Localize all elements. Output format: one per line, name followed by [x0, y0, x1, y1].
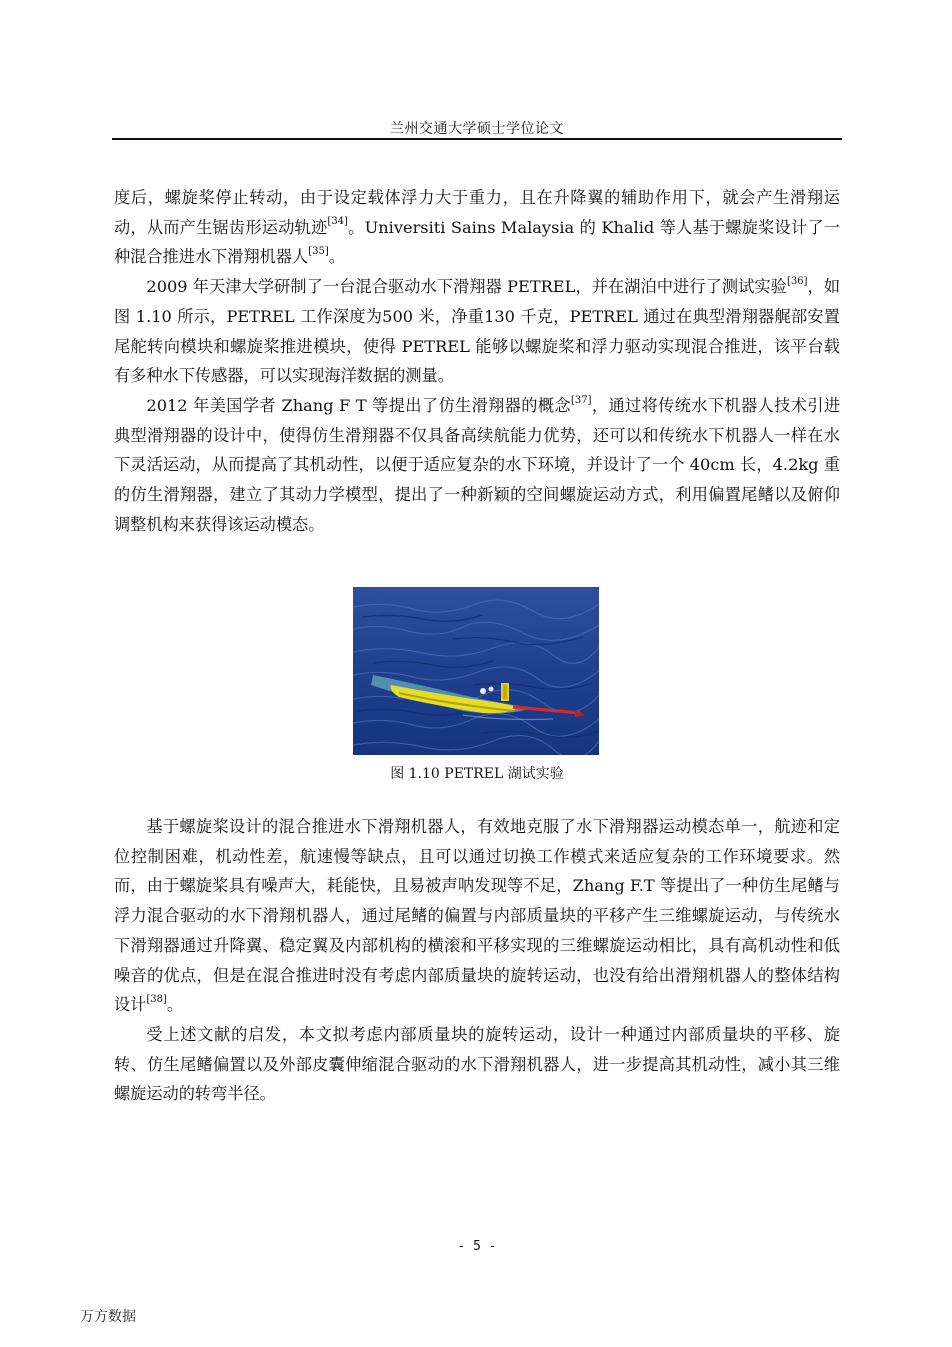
paragraph-1-text: 度后，螺旋桨停止转动，由于设定载体浮力大于重力，且在升降翼的辅助作用下，就会产生滑翔运动，从而产生锯齿形运动轨迹 [114, 188, 840, 237]
paragraph-2-text-cont: ，如图 1.10 所示，PETREL 工作深度为500 米，净重130 千克，PETREL 通过在典型滑翔器艉部安置尾舵转向模块和螺旋桨推进模块，使得 PETREL 能够以螺旋桨和浮力驱动实现混合推进，该平台载有多种水下传感器，可以实现海洋数据的测量。 [114, 277, 841, 386]
paragraph-5-text: 受上述文献的启发，本文拟考虑内部质量块的旋转运动，设计一种通过内部质量块的平移、旋转、仿生尾鳍偏置以及外部皮囊伸缩混合驱动的水下滑翔机器人，进一步提高其机动性，减小其三维螺旋运动的转弯半径。 [114, 1024, 840, 1104]
paragraph-1 [114, 183, 840, 272]
body-text-bottom [114, 812, 840, 1109]
citation-34: [34] [327, 216, 348, 228]
page-number: - 5 - [457, 1239, 497, 1254]
body-text-top [114, 183, 840, 539]
paragraph-1-text-end: 。 [328, 247, 345, 267]
citation-36: [36] [786, 275, 808, 287]
petrel-photo [353, 587, 599, 755]
paragraph-2-text: 2009 年天津大学研制了一台混合驱动水下滑翔器 PETREL，并在湖泊中进行了测试实验 [146, 277, 787, 297]
citation-38: [38] [146, 993, 167, 1005]
paragraph-1-text-cont: 。Universiti Sains Malaysia 的 Khalid 等人基于螺旋桨设计了一种混合推进水下滑翔机器人 [114, 217, 840, 267]
figure-caption: 图 1.10 PETREL 湖试实验 [390, 766, 564, 782]
watermark-label: 万方数据 [80, 1309, 136, 1325]
paragraph-5 [114, 1020, 840, 1109]
citation-35: [35] [308, 246, 329, 258]
paragraph-3-text-cont: ，通过将传统水下机器人技术引进典型滑翔器的设计中，使得仿生滑翔器不仅具备高续航能力优势，还可以和传统水下机器人一样在水下灵活运动，从而提高了其机动性，以便于适应复杂的水下环境，并设计了一个 40cm 长，4.2kg 重的仿生滑翔器，建立了其动力学模型，提出了一种新颖的空间螺旋运动方式，利用偏置尾鳍以及俯仰调整机构来获得该运动模态。 [114, 395, 841, 534]
paragraph-4-text: 基于螺旋桨设计的混合推进水下滑翔机器人，有效地克服了水下滑翔器运动模态单一，航迹和定位控制困难，机动性差，航速慢等缺点，且可以通过切换工作模式来适应复杂的工作环境要求。然而，由于螺旋桨具有噪声大，耗能快，且易被声呐发现等不足，Zhang F.T 等提出了一种仿生尾鳍与浮力混合驱动的水下滑翔机器人，通过尾鳍的偏置与内部质量块的平移产生三维螺旋运动，与传统水下滑翔器通过升降翼、稳定翼及内部机构的横滚和平移实现的三维螺旋运动相比，具有高机动性和低噪音的优点，但是在混合推进时没有考虑内部质量块的旋转运动，也没有给出滑翔机器人的整体结构设计 [114, 817, 840, 1015]
paragraph-3-text: 2012 年美国学者 Zhang F T 等提出了仿生滑翔器的概念 [146, 395, 571, 415]
running-header: 兰州交通大学硕士学位论文 [390, 121, 564, 137]
paragraph-4-text-end: 。 [166, 995, 184, 1015]
petrel-photo-image [353, 587, 599, 755]
paragraph-2 [114, 272, 840, 391]
paragraph-4 [114, 812, 840, 1020]
header-rule [112, 138, 842, 140]
paragraph-3 [114, 391, 840, 540]
citation-37: [37] [570, 394, 592, 406]
